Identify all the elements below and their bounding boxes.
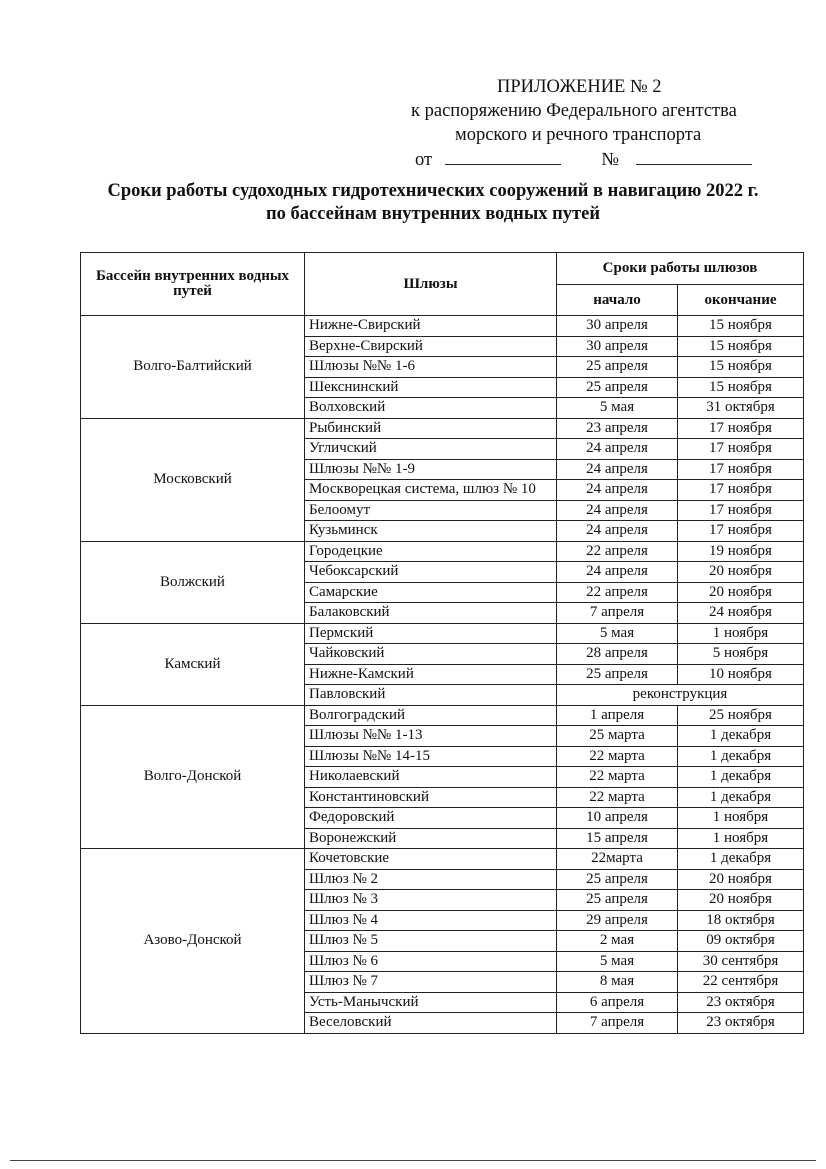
end-date-cell: 15 ноября bbox=[678, 377, 804, 398]
table-header bbox=[81, 253, 804, 316]
lock-name-cell: Шлюзы №№ 14-15 bbox=[305, 746, 557, 767]
agency-name-line: морского и речного транспорта bbox=[455, 125, 702, 145]
lock-status-cell: реконструкция bbox=[557, 685, 804, 706]
basin-name-cell: Волго-Донской bbox=[81, 705, 305, 849]
lock-name-cell: Шлюз № 4 bbox=[305, 910, 557, 931]
column-header-end: окончание bbox=[678, 285, 804, 316]
date-blank bbox=[445, 148, 561, 165]
lock-name-cell: Веселовский bbox=[305, 1013, 557, 1034]
column-header-locks: Шлюзы bbox=[305, 253, 557, 316]
end-date-cell: 30 сентября bbox=[678, 951, 804, 972]
table-row bbox=[81, 623, 804, 644]
end-date-cell: 20 ноября bbox=[678, 890, 804, 911]
lock-name-cell: Шлюзы №№ 1-9 bbox=[305, 459, 557, 480]
end-date-cell: 5 ноября bbox=[678, 644, 804, 665]
lock-name-cell: Нижне-Камский bbox=[305, 664, 557, 685]
end-date-cell: 17 ноября bbox=[678, 418, 804, 439]
order-reference-line: к распоряжению Федерального агентства bbox=[411, 101, 737, 121]
lock-name-cell: Кочетовские bbox=[305, 849, 557, 870]
end-date-cell: 10 ноября bbox=[678, 664, 804, 685]
end-date-cell: 17 ноября bbox=[678, 459, 804, 480]
lock-name-cell: Нижне-Свирский bbox=[305, 316, 557, 337]
start-date-cell: 30 апреля bbox=[557, 336, 678, 357]
end-date-cell: 1 декабря bbox=[678, 767, 804, 788]
start-date-cell: 25 апреля bbox=[557, 357, 678, 378]
number-blank bbox=[636, 148, 752, 165]
start-date-cell: 22 марта bbox=[557, 746, 678, 767]
start-date-cell: 7 апреля bbox=[557, 603, 678, 624]
lock-name-cell: Павловский bbox=[305, 685, 557, 706]
lock-name-cell: Угличский bbox=[305, 439, 557, 460]
start-date-cell: 22 апреля bbox=[557, 582, 678, 603]
end-date-cell: 23 октября bbox=[678, 992, 804, 1013]
end-date-cell: 1 ноября bbox=[678, 828, 804, 849]
start-date-cell: 25 апреля bbox=[557, 890, 678, 911]
start-date-cell: 15 апреля bbox=[557, 828, 678, 849]
end-date-cell: 17 ноября bbox=[678, 480, 804, 501]
start-date-cell: 22 марта bbox=[557, 787, 678, 808]
start-date-cell: 24 апреля bbox=[557, 562, 678, 583]
end-date-cell: 1 декабря bbox=[678, 746, 804, 767]
table-row bbox=[81, 849, 804, 870]
start-date-cell: 22 марта bbox=[557, 767, 678, 788]
column-header-start: начало bbox=[557, 285, 678, 316]
table-row bbox=[81, 705, 804, 726]
lock-name-cell: Воронежский bbox=[305, 828, 557, 849]
lock-name-cell: Белоомут bbox=[305, 500, 557, 521]
lock-name-cell: Городецкие bbox=[305, 541, 557, 562]
end-date-cell: 17 ноября bbox=[678, 521, 804, 542]
start-date-cell: 30 апреля bbox=[557, 316, 678, 337]
end-date-cell: 24 ноября bbox=[678, 603, 804, 624]
lock-name-cell: Рыбинский bbox=[305, 418, 557, 439]
start-date-cell: 22марта bbox=[557, 849, 678, 870]
document-title bbox=[60, 180, 806, 226]
appendix-number: ПРИЛОЖЕНИЕ № 2 bbox=[497, 77, 662, 97]
end-date-cell: 1 декабря bbox=[678, 787, 804, 808]
start-date-cell: 5 мая bbox=[557, 398, 678, 419]
title-line-2: по бассейнам внутренних водных путей bbox=[265, 204, 601, 224]
lock-name-cell: Константиновский bbox=[305, 787, 557, 808]
lock-name-cell: Балаковский bbox=[305, 603, 557, 624]
column-header-period: Сроки работы шлюзов bbox=[557, 253, 804, 285]
lock-name-cell: Самарские bbox=[305, 582, 557, 603]
start-date-cell: 24 апреля bbox=[557, 521, 678, 542]
start-date-cell: 7 апреля bbox=[557, 1013, 678, 1034]
end-date-cell: 15 ноября bbox=[678, 316, 804, 337]
basin-name-cell: Азово-Донской bbox=[81, 849, 305, 1034]
start-date-cell: 1 апреля bbox=[557, 705, 678, 726]
end-date-cell: 17 ноября bbox=[678, 500, 804, 521]
lock-name-cell: Федоровский bbox=[305, 808, 557, 829]
lock-name-cell: Шлюз № 2 bbox=[305, 869, 557, 890]
lock-name-cell: Волховский bbox=[305, 398, 557, 419]
lock-name-cell: Шлюз № 3 bbox=[305, 890, 557, 911]
end-date-cell: 22 сентября bbox=[678, 972, 804, 993]
end-date-cell: 1 декабря bbox=[678, 726, 804, 747]
start-date-cell: 24 апреля bbox=[557, 500, 678, 521]
start-date-cell: 23 апреля bbox=[557, 418, 678, 439]
end-date-cell: 20 ноября bbox=[678, 562, 804, 583]
start-date-cell: 8 мая bbox=[557, 972, 678, 993]
basin-name-cell: Московский bbox=[81, 418, 305, 541]
title-line-1: Сроки работы судоходных гидротехнических сооружений в навигацию 2022 г. bbox=[107, 181, 759, 201]
lock-name-cell: Николаевский bbox=[305, 767, 557, 788]
start-date-cell: 22 апреля bbox=[557, 541, 678, 562]
end-date-cell: 1 ноября bbox=[678, 808, 804, 829]
table-row bbox=[81, 316, 804, 337]
start-date-cell: 25 апреля bbox=[557, 664, 678, 685]
basin-name-cell: Волго-Балтийский bbox=[81, 316, 305, 419]
start-date-cell: 6 апреля bbox=[557, 992, 678, 1013]
lock-name-cell: Чебоксарский bbox=[305, 562, 557, 583]
locks-schedule-table bbox=[80, 252, 804, 1034]
lock-name-cell: Волгоградский bbox=[305, 705, 557, 726]
lock-name-cell: Шлюзы №№ 1-6 bbox=[305, 357, 557, 378]
end-date-cell: 23 октября bbox=[678, 1013, 804, 1034]
start-date-cell: 24 апреля bbox=[557, 480, 678, 501]
start-date-cell: 28 апреля bbox=[557, 644, 678, 665]
lock-name-cell: Чайковский bbox=[305, 644, 557, 665]
lock-name-cell: Пермский bbox=[305, 623, 557, 644]
end-date-cell: 31 октября bbox=[678, 398, 804, 419]
table-row bbox=[81, 418, 804, 439]
lock-name-cell: Шлюз № 6 bbox=[305, 951, 557, 972]
end-date-cell: 17 ноября bbox=[678, 439, 804, 460]
column-header-basin: Бассейн внутренних водных путей bbox=[81, 253, 305, 316]
from-label: от bbox=[415, 150, 433, 170]
lock-name-cell: Шлюз № 5 bbox=[305, 931, 557, 952]
start-date-cell: 29 апреля bbox=[557, 910, 678, 931]
lock-name-cell: Шекснинский bbox=[305, 377, 557, 398]
lock-name-cell: Шлюз № 7 bbox=[305, 972, 557, 993]
start-date-cell: 24 апреля bbox=[557, 459, 678, 480]
lock-name-cell: Верхне-Свирский bbox=[305, 336, 557, 357]
start-date-cell: 25 апреля bbox=[557, 377, 678, 398]
lock-name-cell: Москворецкая система, шлюз № 10 bbox=[305, 480, 557, 501]
end-date-cell: 25 ноября bbox=[678, 705, 804, 726]
number-label: № bbox=[601, 150, 619, 170]
table-body bbox=[81, 316, 804, 1034]
lock-name-cell: Кузьминск bbox=[305, 521, 557, 542]
end-date-cell: 1 декабря bbox=[678, 849, 804, 870]
end-date-cell: 19 ноября bbox=[678, 541, 804, 562]
start-date-cell: 25 марта bbox=[557, 726, 678, 747]
start-date-cell: 2 мая bbox=[557, 931, 678, 952]
start-date-cell: 10 апреля bbox=[557, 808, 678, 829]
date-number-line bbox=[415, 148, 752, 171]
lock-name-cell: Усть-Манычский bbox=[305, 992, 557, 1013]
start-date-cell: 25 апреля bbox=[557, 869, 678, 890]
basin-name-cell: Волжский bbox=[81, 541, 305, 623]
end-date-cell: 09 октября bbox=[678, 931, 804, 952]
end-date-cell: 18 октября bbox=[678, 910, 804, 931]
end-date-cell: 15 ноября bbox=[678, 336, 804, 357]
table-row bbox=[81, 541, 804, 562]
basin-name-cell: Камский bbox=[81, 623, 305, 705]
end-date-cell: 1 ноября bbox=[678, 623, 804, 644]
start-date-cell: 5 мая bbox=[557, 623, 678, 644]
page-bottom-rule bbox=[10, 1160, 816, 1161]
start-date-cell: 24 апреля bbox=[557, 439, 678, 460]
lock-name-cell: Шлюзы №№ 1-13 bbox=[305, 726, 557, 747]
end-date-cell: 15 ноября bbox=[678, 357, 804, 378]
end-date-cell: 20 ноября bbox=[678, 582, 804, 603]
end-date-cell: 20 ноября bbox=[678, 869, 804, 890]
start-date-cell: 5 мая bbox=[557, 951, 678, 972]
